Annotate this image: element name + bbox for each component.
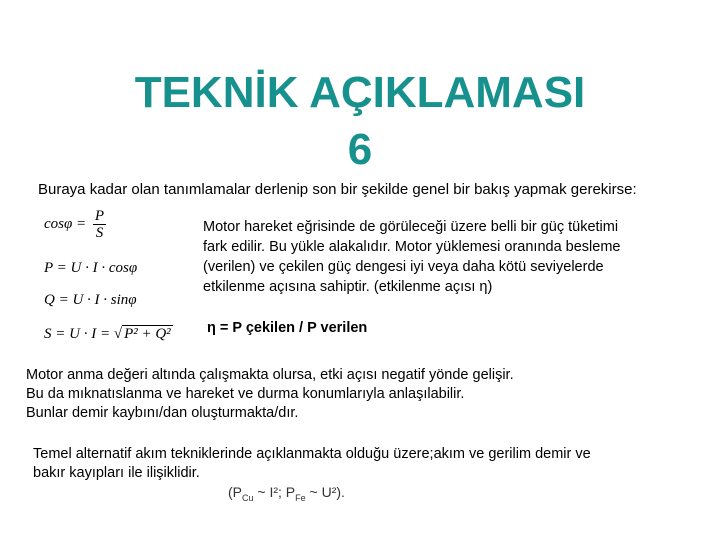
paragraph-line: Motor anma değeri altında çalışmakta olursa, etki açısı negatif yönde gelişir. — [26, 367, 514, 383]
page-title-number: 6 — [347, 125, 373, 174]
formula-s-radicand: P² + Q² — [124, 326, 171, 342]
loss-relation-close: ~ U²). — [305, 484, 345, 500]
loss-relation-fe: Fe — [295, 492, 306, 503]
formula-s-lhs: S = U · I = √ — [44, 326, 123, 342]
intro-text: Buraya kadar olan tanımlamalar derlenip son bir şekilde genel bir bakış yapmak gerekirse: — [38, 181, 637, 198]
formula-cos-fraction — [93, 208, 106, 241]
description-line: Motor hareket eğrisinde de görüleceği üzere belli bir güç tüketimi — [203, 219, 619, 235]
motor-rating-paragraph — [26, 366, 514, 423]
formula-cos-numerator: P — [94, 208, 105, 224]
formula-q: Q = U · I · sinφ — [44, 292, 137, 308]
formula-cos — [44, 208, 106, 241]
description-paragraph — [203, 217, 683, 297]
description-line: fark edilir. Bu yükle alakalıdır. Motor yüklemesi oranında besleme — [203, 239, 621, 255]
efficiency-formula: η = P çekilen / P verilen — [207, 320, 368, 336]
loss-relation-cu: Cu — [242, 492, 254, 503]
page-title: TEKNİK AÇIKLAMASI — [134, 68, 586, 117]
description-line: (verilen) ve çekilen güç dengesi iyi veya daha kötü seviyelerde — [203, 259, 604, 275]
formula-p: P = U · I · cosφ — [44, 260, 138, 276]
formula-cos-denominator: S — [95, 225, 104, 241]
formula-s — [44, 326, 173, 343]
loss-relation — [228, 484, 345, 503]
paragraph-line: Temel alternatif akım tekniklerinde açıklanmakta olduğu üzere;akım ve gerilim demir ve — [33, 446, 591, 462]
loss-relation-open: (P — [228, 484, 242, 500]
description-line: etkilenme açısına sahiptir. (etkilenme açısı η) — [203, 279, 493, 295]
paragraph-line: bakır kayıpları ile ilişiklidir. — [33, 465, 200, 481]
paragraph-line: Bunlar demir kaybını/dan oluşturmakta/dır. — [26, 405, 299, 421]
formula-cos-lhs: cosφ = — [44, 215, 87, 232]
loss-relation-mid: ~ I²; P — [253, 484, 296, 500]
paragraph-line: Bu da mıknatıslanma ve hareket ve durma konumlarıyla anlaşılabilir. — [26, 386, 465, 402]
ac-losses-paragraph — [33, 445, 693, 483]
